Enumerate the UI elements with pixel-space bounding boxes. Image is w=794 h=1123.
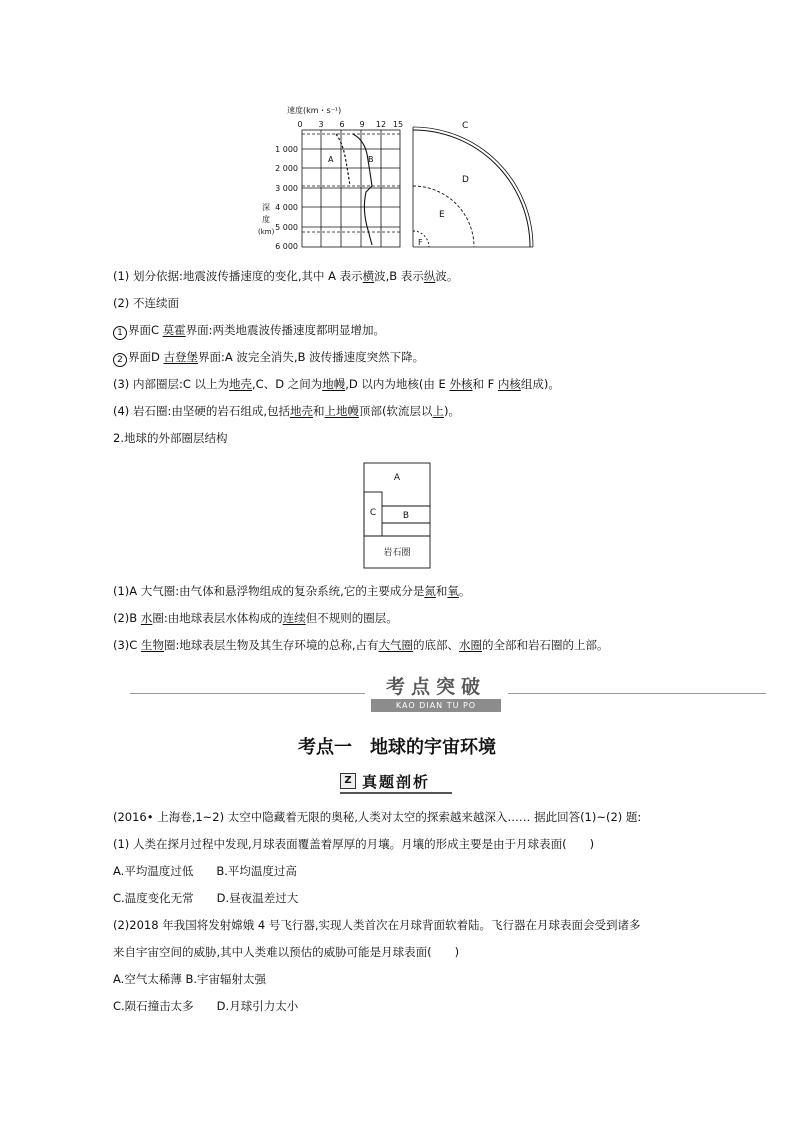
text-line-7: 2.地球的外部圈层结构 bbox=[113, 431, 228, 445]
text: 顶部(软流层以 bbox=[358, 404, 433, 418]
answer: 上 bbox=[432, 404, 444, 418]
answer: 生物 bbox=[140, 638, 164, 652]
x-tick: 12 bbox=[375, 120, 387, 129]
sphere-c-label: C bbox=[369, 508, 377, 518]
circled-number: 2 bbox=[113, 353, 127, 367]
banner-line-left bbox=[130, 693, 365, 694]
circled-number: 1 bbox=[113, 326, 127, 340]
wave-b-label: B bbox=[368, 155, 374, 164]
text: ,D 以内为地核(由 E bbox=[345, 377, 450, 391]
y-tick: 6 000 bbox=[275, 242, 298, 251]
answer: 氧 bbox=[447, 584, 459, 598]
text: 波。 bbox=[435, 269, 459, 283]
text: 和 bbox=[312, 404, 325, 418]
x-tick: 3 bbox=[318, 120, 324, 129]
outer-sphere-diagram bbox=[360, 462, 432, 570]
lithosphere-label: 岩石圈 bbox=[383, 548, 411, 558]
text-line-9 bbox=[113, 610, 398, 626]
question-1-options-ab: A.平均温度过低 B.平均温度过高 bbox=[113, 864, 297, 878]
subsection-underline bbox=[340, 792, 452, 794]
text-line-4 bbox=[113, 349, 424, 367]
text: 界面:两类地震波传播速度都明显增加。 bbox=[185, 323, 386, 337]
text: 圈:由地球表层水体构成的 bbox=[152, 611, 283, 625]
subsection-heading bbox=[340, 770, 430, 792]
text-line-5 bbox=[113, 376, 560, 392]
x-tick: 0 bbox=[297, 120, 303, 129]
text: 但不规则的圈层。 bbox=[305, 611, 398, 625]
answer: 连续 bbox=[282, 611, 306, 625]
y-tick: 5 000 bbox=[275, 223, 298, 232]
sphere-b-label: B bbox=[402, 511, 410, 521]
layer-e-label: E bbox=[439, 210, 445, 220]
text: 波,B 表示 bbox=[374, 269, 424, 283]
text: 界面:A 波完全消失,B 波传播速度突然下降。 bbox=[198, 350, 425, 364]
question-2-line-1: (2)2018 年我国将发射嫦娥 4 号飞行器,实现人类首次在月球背面软着陆。飞行器在月球表面会受到诸多 bbox=[113, 918, 641, 932]
text: 界面C bbox=[128, 323, 163, 337]
text-line-6 bbox=[113, 403, 460, 419]
text-line-3 bbox=[113, 322, 385, 340]
text: 的全部和岩石圈的上部。 bbox=[482, 638, 609, 652]
text: 组成)。 bbox=[520, 377, 560, 391]
text: 和 bbox=[435, 584, 448, 598]
answer: 氮 bbox=[424, 584, 436, 598]
text: 界面D bbox=[128, 350, 164, 364]
text: )。 bbox=[443, 404, 460, 418]
depth-label: 深 bbox=[262, 203, 270, 212]
text: 。 bbox=[458, 584, 471, 598]
text: (1) 划分依据:地震波传播速度的变化,其中 A 表示 bbox=[113, 269, 363, 283]
text-line-1 bbox=[113, 268, 458, 284]
answer: 水 bbox=[140, 611, 153, 625]
question-2-line-2: 来自宇宙空间的威胁,其中人类难以预估的威胁可能是月球表面( ) bbox=[113, 945, 460, 959]
text-line-10 bbox=[113, 637, 609, 653]
x-tick: 9 bbox=[359, 120, 365, 129]
subsection-title: 真题剖析 bbox=[362, 772, 431, 791]
y-tick: 2 000 bbox=[275, 164, 298, 173]
answer: 大气圈 bbox=[378, 638, 414, 652]
text: (1)A 大气圈:由气体和悬浮物组成的复杂系统,它的主要成分是 bbox=[113, 584, 425, 598]
text: (3)C bbox=[113, 638, 141, 652]
speed-axis-label: 速度(km・s⁻¹) bbox=[287, 106, 342, 115]
text: (3) 内部圈层:C 以上为 bbox=[113, 377, 230, 391]
banner-title: 考点突破 bbox=[385, 676, 486, 698]
question-intro: (2016• 上海卷,1~2) 太空中隐藏着无限的奥秘,人类对太空的探索越来越深入…… 据此回答(1)~(2) 题: bbox=[113, 810, 642, 824]
answer: 上地幔 bbox=[324, 404, 359, 418]
answer: 内核 bbox=[497, 377, 521, 391]
question-2-options-ab: A.空气太稀薄 B.宇宙辐射太强 bbox=[113, 972, 267, 986]
z-badge-icon: Z bbox=[340, 773, 356, 789]
y-tick: 3 000 bbox=[275, 184, 298, 193]
question-1-options-cd: C.温度变化无常 D.昼夜温差过大 bbox=[113, 891, 299, 905]
answer: 纵 bbox=[423, 269, 436, 283]
x-tick: 15 bbox=[392, 120, 404, 129]
layer-d-label: D bbox=[462, 175, 469, 185]
x-tick: 6 bbox=[339, 120, 345, 129]
text: 和 F bbox=[472, 377, 498, 391]
banner-line-right bbox=[508, 693, 766, 694]
y-tick: 4 000 bbox=[275, 203, 298, 212]
text: (2)B bbox=[113, 611, 141, 625]
text: (4) 岩石圈:由坚硬的岩石组成,包括 bbox=[113, 404, 290, 418]
answer: 横 bbox=[362, 269, 375, 283]
question-2-options-cd: C.陨石撞击太多 D.月球引力太小 bbox=[113, 999, 299, 1013]
section-title: 考点一 地球的宇宙环境 bbox=[298, 737, 496, 758]
depth-label: (km) bbox=[258, 228, 275, 236]
layer-c-label: C bbox=[462, 121, 469, 131]
seismic-wave-diagram bbox=[250, 100, 550, 260]
text-line-2: (2) 不连续面 bbox=[113, 296, 179, 310]
answer: 外核 bbox=[449, 377, 473, 391]
text-line-8 bbox=[113, 583, 470, 599]
depth-label: 度 bbox=[262, 215, 270, 224]
layer-f-label: F bbox=[418, 238, 423, 247]
text: ,C、D 之间为 bbox=[252, 377, 323, 391]
answer: 水圈 bbox=[459, 638, 483, 652]
text: 的底部、 bbox=[413, 638, 460, 652]
sphere-a-label: A bbox=[393, 473, 401, 483]
answer: 地壳 bbox=[289, 404, 313, 418]
y-tick: 1 000 bbox=[275, 145, 298, 154]
answer: 地幔 bbox=[322, 377, 346, 391]
answer: 莫霍 bbox=[162, 323, 186, 337]
banner-subtitle: KAO DIAN TU PO bbox=[371, 699, 501, 712]
answer: 地壳 bbox=[229, 377, 253, 391]
text: 圈:地球表层生物及其生存环境的总称,占有 bbox=[163, 638, 379, 652]
answer: 古登堡 bbox=[163, 350, 199, 364]
question-1: (1) 人类在探月过程中发现,月球表面覆盖着厚厚的月壤。月壤的形成主要是由于月球表面( ) bbox=[113, 837, 595, 851]
wave-a-label: A bbox=[328, 155, 334, 164]
